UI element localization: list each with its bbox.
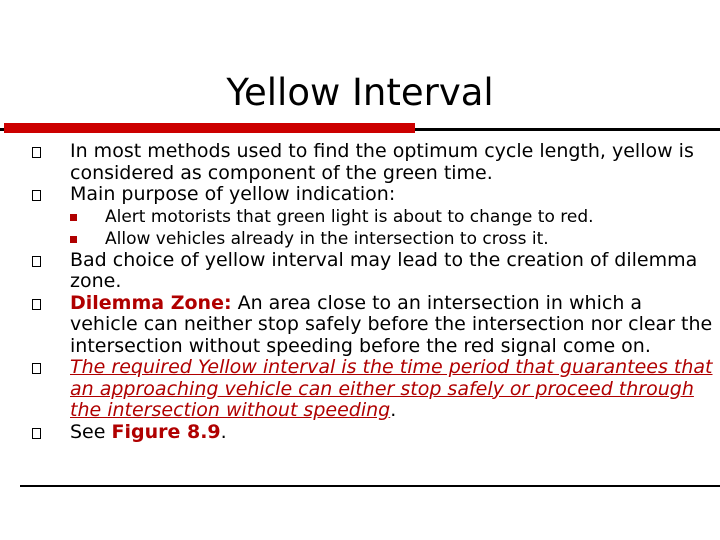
slide-body [24, 141, 714, 443]
dilemma-zone-term: Dilemma Zone: [70, 291, 232, 314]
hollow-square-bullet-icon [32, 147, 41, 158]
bullet-6 [24, 422, 714, 444]
dilemma-zone-definition: An area close to an intersection in which a vehicle can neither stop safely before the intersection nor clear the intersection without speeding before the red signal come on. [70, 291, 713, 357]
see-label: See [70, 420, 112, 443]
hollow-square-bullet-icon [32, 190, 41, 201]
hollow-square-bullet-icon [32, 299, 41, 310]
bullet-6-period: . [220, 420, 227, 443]
sub-bullet-2 [24, 228, 714, 250]
slide-title: Yellow Interval [226, 71, 494, 114]
bullet-1-text: In most methods used to find the optimum cycle length, yellow is considered as component of the green time. [70, 140, 694, 184]
bullet-2-text: Main purpose of yellow indication: [70, 183, 396, 205]
bullet-4 [24, 293, 714, 358]
filled-square-bullet-icon [70, 214, 77, 221]
bullet-2 [24, 184, 714, 206]
filled-square-bullet-icon [70, 236, 77, 243]
figure-reference: Figure 8.9 [111, 420, 221, 443]
sub-bullet-1-text: Alert motorists that green light is about to change to red. [105, 206, 594, 227]
bullet-1 [24, 141, 714, 184]
bullet-3-text: Bad choice of yellow interval may lead to the creation of dilemma zone. [70, 248, 698, 292]
bullet-5 [24, 357, 714, 422]
bullet-5-period: . [390, 399, 397, 421]
title-accent-bar [4, 123, 415, 133]
hollow-square-bullet-icon [32, 256, 41, 267]
bullet-3 [24, 250, 714, 293]
sub-bullet-2-text: Allow vehicles already in the intersection to cross it. [105, 228, 549, 249]
yellow-interval-definition: The required Yellow interval is the time period that guarantees that an approaching vehicle can either stop safely or proceed through the intersection without speeding [70, 356, 713, 421]
hollow-square-bullet-icon [32, 363, 41, 374]
sub-bullet-1 [24, 206, 714, 228]
hollow-square-bullet-icon [32, 428, 41, 439]
bottom-divider [20, 485, 720, 487]
